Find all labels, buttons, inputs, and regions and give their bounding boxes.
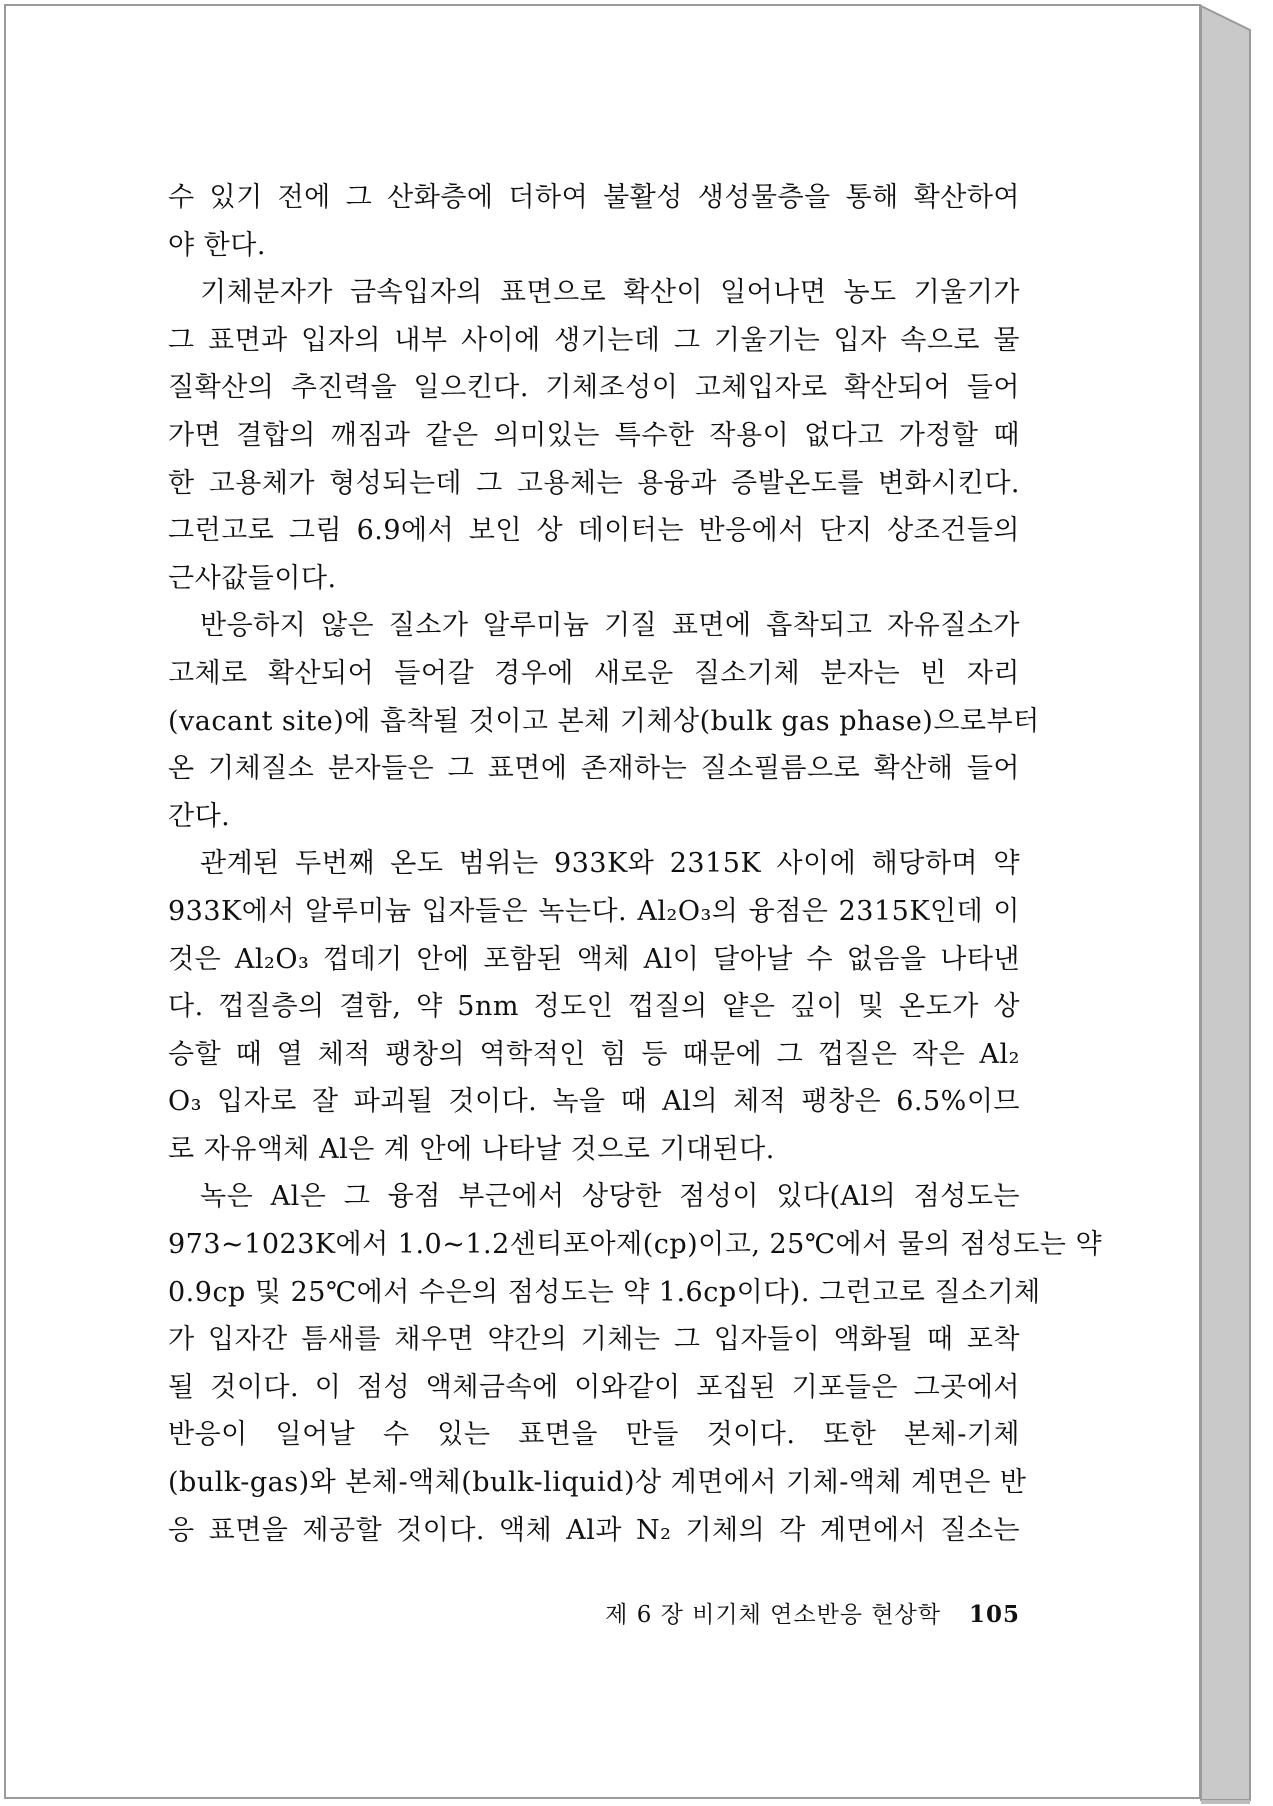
text-line: 질확산의 추진력을 일으킨다. 기체조성이 고체입자로 확산되어 들어 bbox=[168, 372, 1020, 404]
text-line: 간다. bbox=[168, 800, 231, 832]
text-line: 그 표면과 입자의 내부 사이에 생기는데 그 기울기는 입자 속으로 물 bbox=[168, 324, 1020, 356]
text-line: 한 고용체가 형성되는데 그 고용체는 용융과 증발온도를 변화시킨다. bbox=[168, 467, 1020, 499]
text-line: (bulk-gas)와 본체-액체(bulk-liquid)상 계면에서 기체-액체 계면은 반 bbox=[168, 1467, 1027, 1499]
text-line: 933K에서 알루미늄 입자들은 녹는다. Al₂O₃의 융점은 2315K인데 이 bbox=[168, 895, 1020, 927]
text-line: 반응하지 않은 질소가 알루미늄 기질 표면에 흡착되고 자유질소가 bbox=[200, 610, 1020, 642]
text-line: 그런고로 그림 6.9에서 보인 상 데이터는 반응에서 단지 상조건들의 bbox=[168, 515, 1020, 547]
text-line: 973~1023K에서 1.0~1.2센티포아제(cp)이고, 25℃에서 물의 점성도는 약 bbox=[168, 1229, 1103, 1261]
text-line: (vacant site)에 흡착될 것이고 본체 기체상(bulk gas phase)으로부터 bbox=[168, 705, 1040, 737]
text-line: 승할 때 열 체적 팽창의 역학적인 힘 등 때문에 그 껍질은 작은 Al₂ bbox=[168, 1038, 1020, 1070]
running-footer bbox=[604, 1596, 1020, 1629]
text-line: 근사값들이다. bbox=[168, 562, 337, 594]
text-line: O₃ 입자로 잘 파괴될 것이다. 녹을 때 Al의 체적 팽창은 6.5%이므 bbox=[168, 1086, 1020, 1118]
text-line: 반응이 일어날 수 있는 표면을 만들 것이다. 또한 본체-기체 bbox=[168, 1419, 1020, 1451]
text-line: 수 있기 전에 그 산화층에 더하여 불활성 생성물층을 통해 확산하여 bbox=[168, 182, 1020, 213]
text-line: 로 자유액체 Al은 계 안에 나타날 것으로 기대된다. bbox=[168, 1133, 775, 1165]
body-text bbox=[168, 174, 1103, 1554]
text-line: 관계된 두번째 온도 범위는 933K와 2315K 사이에 해당하며 약 bbox=[200, 848, 1020, 880]
text-line: 가면 결합의 깨짐과 같은 의미있는 특수한 작용이 없다고 가정할 때 bbox=[168, 419, 1020, 451]
text-line: 될 것이다. 이 점성 액체금속에 이와같이 포집된 기포들은 그곳에서 bbox=[168, 1371, 1020, 1403]
text-line: 온 기체질소 분자들은 그 표면에 존재하는 질소필름으로 확산해 들어 bbox=[168, 753, 1020, 785]
text-line: 다. 껍질층의 결함, 약 5nm 정도인 껍질의 얕은 깊이 및 온도가 상 bbox=[168, 991, 1020, 1023]
text-line: 응 표면을 제공할 것이다. 액체 Al과 N₂ 기체의 각 계면에서 질소는 bbox=[168, 1514, 1020, 1546]
text-line: 것은 Al₂O₃ 껍데기 안에 포함된 액체 Al이 달아날 수 없음을 나타낸 bbox=[168, 943, 1020, 975]
text-line: 가 입자간 틈새를 채우면 약간의 기체는 그 입자들이 액화될 때 포착 bbox=[168, 1324, 1020, 1356]
text-line: 녹은 Al은 그 융점 부근에서 상당한 점성이 있다(Al의 점성도는 bbox=[200, 1181, 1020, 1213]
text-line: 0.9cp 및 25℃에서 수은의 점성도는 약 1.6cp이다). 그런고로 질소기체 bbox=[168, 1276, 1041, 1308]
text-line: 야 한다. bbox=[168, 229, 266, 261]
chapter-title: 제 6 장 비기체 연소반응 현상학 bbox=[605, 1602, 941, 1628]
text-line: 기체분자가 금속입자의 표면으로 확산이 일어나면 농도 기울기가 bbox=[200, 277, 1020, 309]
text-line: 고체로 확산되어 들어갈 경우에 새로운 질소기체 분자는 빈 자리 bbox=[168, 657, 1020, 689]
page-number: 105 bbox=[968, 1601, 1020, 1628]
